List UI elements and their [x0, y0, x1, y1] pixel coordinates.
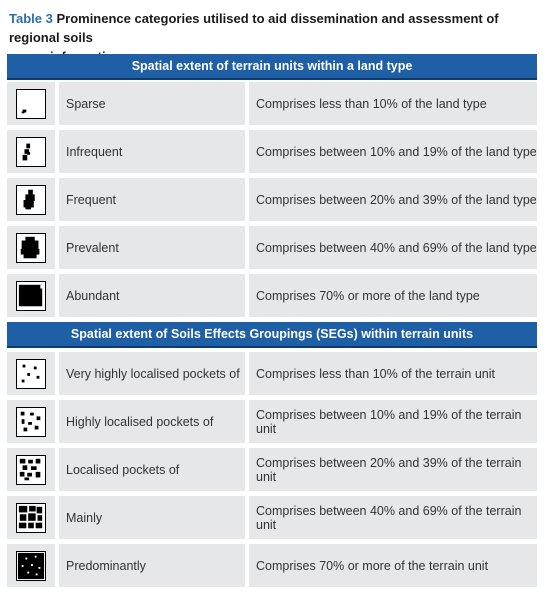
category-description: Comprises less than 10% of the land type: [249, 82, 537, 125]
table-title-line1: Prominence categories utilised to aid dissemination and assessment of regional soils: [9, 11, 499, 45]
category-description: Comprises less than 10% of the terrain unit: [249, 352, 537, 395]
icon-cell: [7, 178, 55, 221]
icon-cell: [7, 448, 55, 491]
predominantly-pockets-icon: [16, 551, 46, 581]
category-name: Prevalent: [59, 226, 245, 269]
very-highly-localised-pockets-icon: [16, 359, 46, 389]
abundant-density-icon: [16, 281, 46, 311]
prevalent-density-icon: [16, 233, 46, 263]
section-header-terrain-units: Spatial extent of terrain units within a land type: [7, 54, 537, 80]
icon-cell: [7, 130, 55, 173]
icon-cell: [7, 82, 55, 125]
icon-cell: [7, 274, 55, 317]
table-row: [7, 400, 537, 443]
infrequent-density-icon: [16, 137, 46, 167]
icon-cell: [7, 400, 55, 443]
category-name: Abundant: [59, 274, 245, 317]
icon-cell: [7, 226, 55, 269]
table-row: [7, 448, 537, 491]
icon-cell: [7, 544, 55, 587]
category-description: Comprises between 10% and 19% of the land type: [249, 130, 537, 173]
table-row: [7, 82, 537, 125]
icon-cell: [7, 496, 55, 539]
category-description: Comprises between 10% and 19% of the terrain unit: [249, 400, 537, 443]
category-name: Highly localised pockets of: [59, 400, 245, 443]
frequent-density-icon: [16, 185, 46, 215]
category-name: Sparse: [59, 82, 245, 125]
table-row: [7, 226, 537, 269]
localised-pockets-icon: [16, 455, 46, 485]
section-header-segs: Spatial extent of Soils Effects Groupings (SEGs) within terrain units: [7, 322, 537, 348]
category-description: Comprises 70% or more of the land type: [249, 274, 537, 317]
table-row: [7, 544, 537, 587]
category-name: Mainly: [59, 496, 245, 539]
mainly-pockets-icon: [16, 503, 46, 533]
icon-cell: [7, 352, 55, 395]
category-description: Comprises 70% or more of the terrain unit: [249, 544, 537, 587]
table-row: [7, 496, 537, 539]
table-row: [7, 178, 537, 221]
category-name: Frequent: [59, 178, 245, 221]
sparse-density-icon: [16, 89, 46, 119]
category-name: Predominantly: [59, 544, 245, 587]
highly-localised-pockets-icon: [16, 407, 46, 437]
category-name: Localised pockets of: [59, 448, 245, 491]
category-name: Very highly localised pockets of: [59, 352, 245, 395]
category-description: Comprises between 20% and 39% of the land type: [249, 178, 537, 221]
category-description: Comprises between 40% and 69% of the terrain unit: [249, 496, 537, 539]
table-row: [7, 274, 537, 317]
category-name: Infrequent: [59, 130, 245, 173]
table-row: [7, 352, 537, 395]
category-description: Comprises between 20% and 39% of the terrain unit: [249, 448, 537, 491]
table-row: [7, 130, 537, 173]
table-number: Table 3: [9, 11, 53, 26]
category-description: Comprises between 40% and 69% of the land type: [249, 226, 537, 269]
